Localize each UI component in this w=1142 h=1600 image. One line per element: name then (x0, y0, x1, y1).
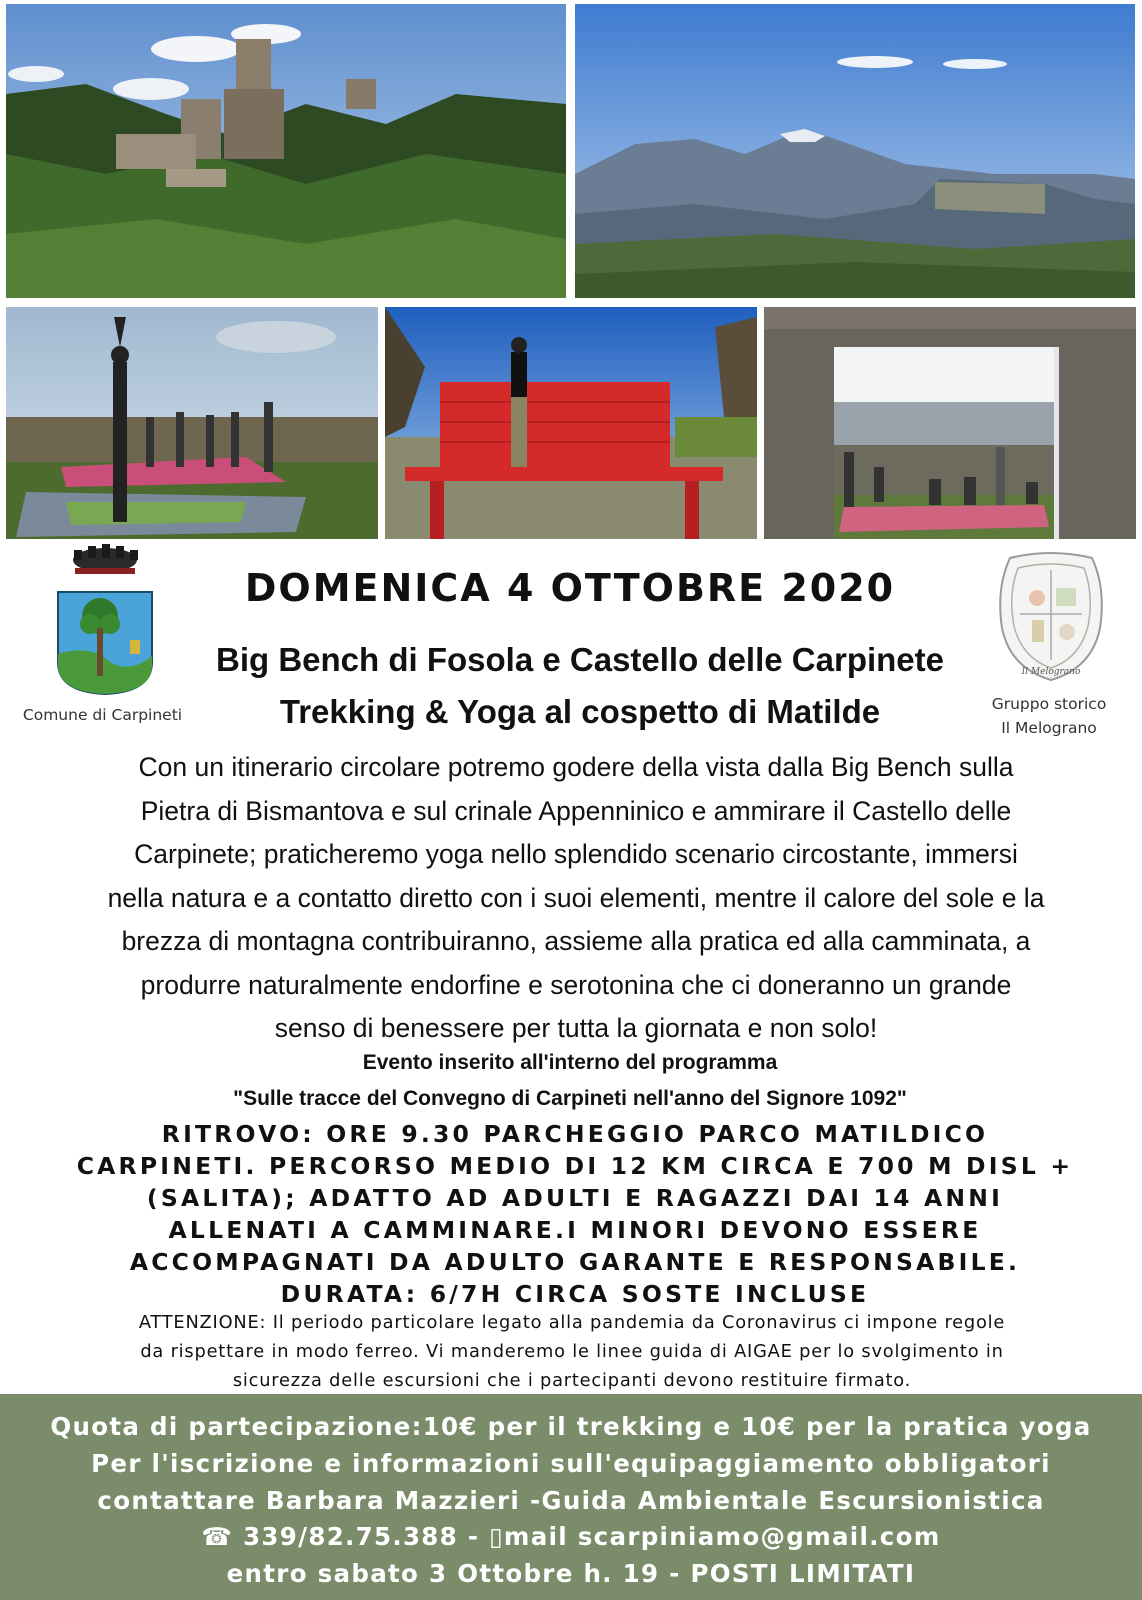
program-intro: Evento inserito all'interno del programma (362, 1051, 778, 1074)
phone-email-line: ☎ 339/82.75.388 - ▯mail scarpiniamo@gmail.com (201, 1522, 941, 1551)
meeting-line: DURATA: 6/7H CIRCA SOSTE INCLUSE (280, 1280, 870, 1308)
warning-label: ATTENZIONE: (138, 1312, 267, 1333)
warning-line-2: da rispettare in modo ferreo. Vi manderemo le linee guida di AIGAE per lo svolgimento in (140, 1341, 1004, 1362)
program-name: "Sulle tracce del Convegno di Carpineti nell'anno del Signore 1092" (233, 1087, 907, 1110)
event-description (14, 746, 1138, 1051)
melograno-caption-line-1: Gruppo storico (991, 695, 1107, 713)
event-subtitle: Trekking & Yoga al cospetto di Matilde (279, 693, 881, 730)
photo-big-bench (385, 307, 757, 539)
comune-coat-of-arms (50, 544, 160, 704)
deadline-line: entro sabato 3 Ottobre h. 19 - POSTI LIMITATI (226, 1559, 916, 1588)
price-line: Quota di partecipazione:10€ per il trekking e 10€ per la pratica yoga (50, 1412, 1092, 1441)
description-line: Carpinete; praticheremo yoga nello splendido scenario circostante, immersi (134, 839, 1018, 869)
photo-mountain-panorama (575, 4, 1135, 298)
melograno-caption-line-2: Il Melograno (1001, 719, 1097, 737)
meeting-line: ALLENATI A CAMMINARE.I MINORI DEVONO ESSERE (168, 1216, 982, 1244)
description-line: brezza di montagna contribuiranno, assieme alla pratica ed alla camminata, a (121, 926, 1031, 956)
description-line: nella natura e a contatto diretto con i suoi elementi, mentre il calore del sole e la (107, 882, 1045, 913)
meeting-line: ACCOMPAGNATI DA ADULTO GARANTE E RESPONSABILE. (129, 1248, 1021, 1276)
melograno-logo-text: Il Melograno (1021, 667, 1081, 677)
description-line: senso di benessere per tutta la giornata e non solo! (274, 1013, 878, 1043)
meeting-line: CARPINETI. PERCORSO MEDIO DI 12 KM CIRCA E 700 M DISL + (76, 1152, 1074, 1180)
meeting-info (20, 1118, 1130, 1310)
event-title: Big Bench di Fosola e Castello delle Carpinete (216, 641, 944, 678)
meeting-line: (SALITA); ADATTO AD ADULTI E RAGAZZI DAI 14 ANNI (146, 1184, 1004, 1212)
warning-line-3: sicurezza delle escursioni che i partecipanti devono restituire firmato. (232, 1370, 912, 1391)
description-line: Pietra di Bismantova e sul crinale Appenninico e ammirare il Castello delle (140, 795, 1012, 826)
description-line: Con un itinerario circolare potremo godere della vista dalla Big Bench sulla (138, 752, 1014, 782)
description-line: produrre naturalmente endorfine e serotonina che ci doneranno un grande (140, 969, 1012, 1000)
contact-line: contattare Barbara Mazzieri -Guida Ambientale Escursionistica (97, 1486, 1045, 1515)
photo-castle (6, 4, 566, 298)
comune-caption: Comune di Carpineti (22, 706, 183, 724)
photo-yoga-group (6, 307, 378, 539)
warning-line-1 (4, 1308, 1140, 1337)
warning-text-1: Il periodo particolare legato alla pandemia da Coronavirus ci impone regole (266, 1312, 1006, 1333)
event-date: DOMENICA 4 OTTOBRE 2020 (244, 566, 896, 610)
registration-line: Per l'iscrizione e informazioni sull'equipaggiamento obbligatori (91, 1449, 1051, 1478)
photo-stone-arch-yoga (764, 307, 1136, 539)
meeting-line: RITROVO: ORE 9.30 PARCHEGGIO PARCO MATILDICO (161, 1120, 989, 1148)
info-banner (0, 1394, 1142, 1600)
covid-warning (4, 1308, 1140, 1395)
